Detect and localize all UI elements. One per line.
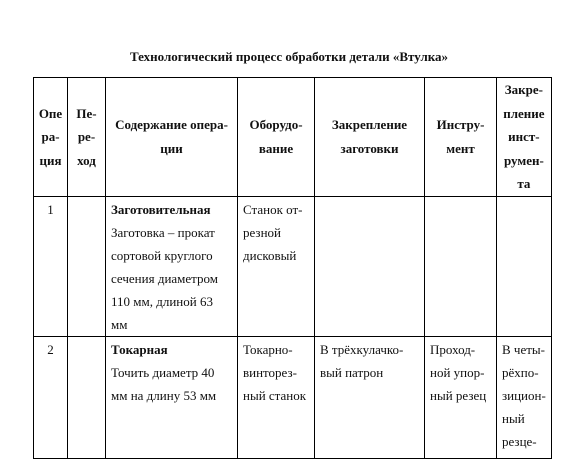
cell-tool: Проход- ной упор- ный резец — [425, 336, 497, 458]
cell-content — [106, 196, 238, 336]
header-tool-fixing: Закре- пление инст- румен- та — [497, 78, 552, 197]
cell-equipment: Токарно- винторез- ный станок — [238, 336, 315, 458]
header-operation: Опе ра- ция — [34, 78, 68, 197]
header-transition: Пе- ре- ход — [68, 78, 106, 197]
cell-tool — [425, 196, 497, 336]
cell-tool-fixing — [497, 196, 552, 336]
document-title: Технологический процесс обработки детали «Втулка» — [129, 49, 449, 64]
header-equipment: Оборудо- вание — [238, 78, 315, 197]
header-content: Содержание опера- ции — [106, 78, 238, 197]
cell-operation: 2 — [34, 336, 68, 458]
cell-workpiece-fixing: В трёхкулачко- вый патрон — [315, 336, 425, 458]
process-table — [33, 77, 552, 459]
header-tool: Инстру- мент — [425, 78, 497, 197]
cell-equipment: Станок от- резной дисковый — [238, 196, 315, 336]
operation-name: Заготовительная — [111, 201, 211, 217]
operation-description: Точить диаметр 40 мм на длину 53 мм — [111, 364, 217, 403]
cell-operation: 1 — [34, 196, 68, 336]
operation-description: Заготовка – прокат сортовой круглого сечения диаметром 110 мм, длиной 63 мм — [111, 224, 218, 332]
header-workpiece-fixing: Закрепление заготовки — [315, 78, 425, 197]
cell-transition — [68, 196, 106, 336]
operation-name: Токарная — [111, 341, 168, 357]
cell-tool-fixing: В четы- рёхпо- зицион- ный резце- — [497, 336, 552, 458]
table-row — [34, 196, 552, 336]
table-header-row — [34, 78, 552, 197]
cell-workpiece-fixing — [315, 196, 425, 336]
